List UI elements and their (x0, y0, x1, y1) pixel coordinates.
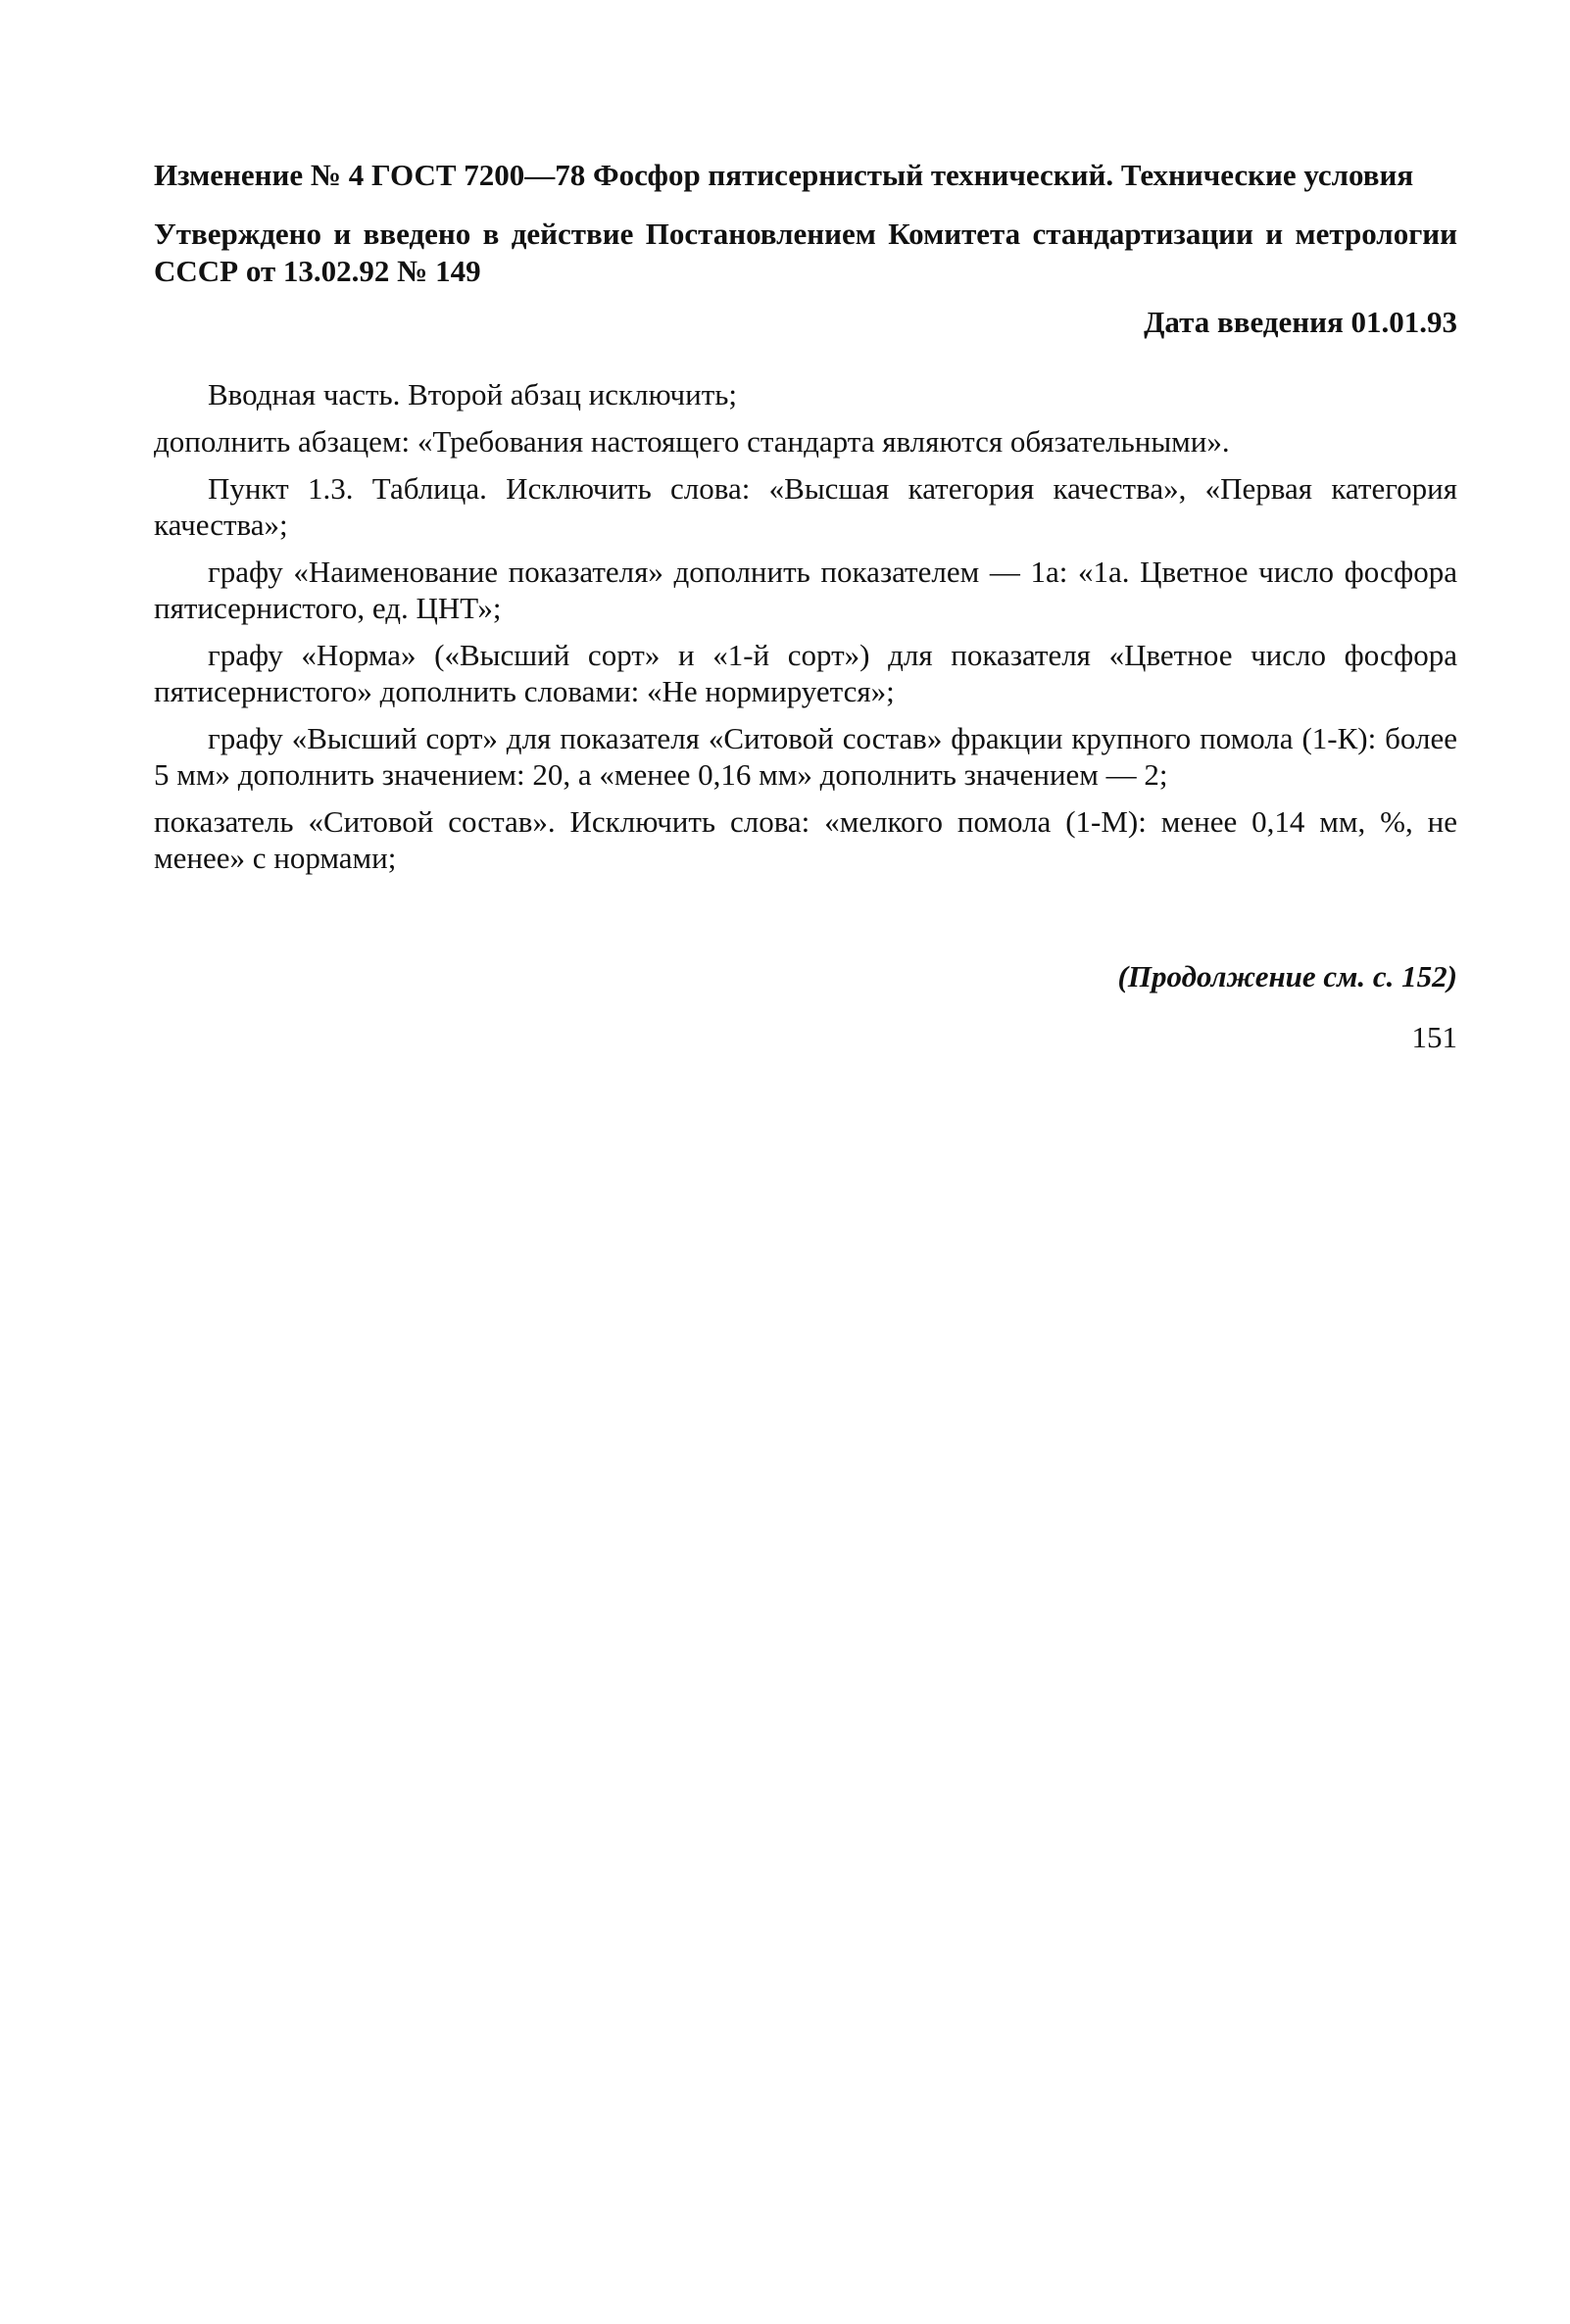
amendment-title: Изменение № 4 ГОСТ 7200—78 Фосфор пятисернистый технический. Технические условия (154, 158, 1414, 192)
body-paragraph: Пункт 1.3. Таблица. Исключить слова: «Высшая категория качества», «Первая категория качества»; (154, 471, 1457, 542)
amendment-body (154, 376, 1457, 876)
document-page (154, 157, 1457, 887)
body-paragraph: графу «Высший сорт» для показателя «Ситовой состав» фракции крупного помола (1-К): более 5 мм» дополнить значением: 20, а «менее 0,16 мм» дополнить значением — 2; (154, 721, 1457, 792)
footer (154, 941, 1457, 1056)
body-paragraph: графу «Наименование показателя» дополнить показателем — 1а: «1а. Цветное число фосфора пятисернистого, ед. ЦНТ»; (154, 555, 1457, 625)
continuation-note: (Продолжение см. с. 152) (1117, 959, 1457, 993)
effective-date: Дата введения 01.01.93 (1144, 305, 1457, 339)
body-paragraph: Вводная часть. Второй абзац исключить; (208, 377, 738, 412)
approval-statement: Утверждено и введено в действие Постановлением Комитета стандартизации и метрологии СССР от 13.02.92 № 149 (154, 217, 1457, 288)
page-number: 151 (1411, 1020, 1457, 1054)
body-paragraph: графу «Норма» («Высший сорт» и «1-й сорт») для показателя «Цветное число фосфора пятисернистого» дополнить словами: «Не нормируется»; (154, 638, 1457, 708)
body-paragraph: показатель «Ситовой состав». Исключить слова: «мелкого помола (1-М): менее 0,14 мм, %, не менее» с нормами; (154, 804, 1457, 875)
body-paragraph: дополнить абзацем: «Требования настоящего стандарта являются обязательными». (154, 424, 1230, 459)
